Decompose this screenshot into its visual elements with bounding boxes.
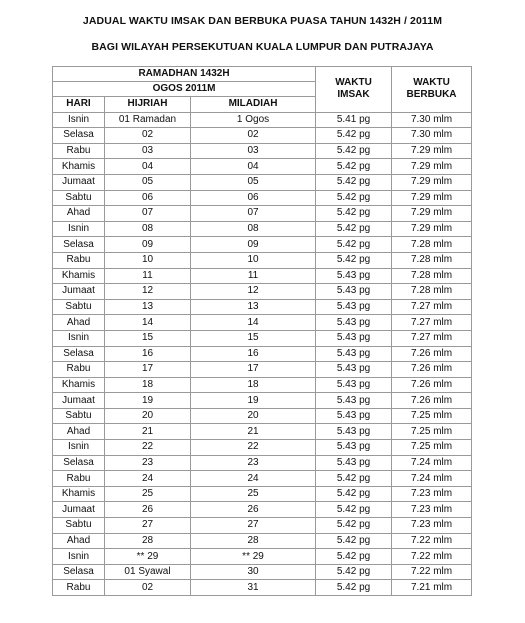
cell-imsak: 5.42 pg <box>316 159 392 175</box>
cell-berbuka: 7.29 mlm <box>392 159 472 175</box>
cell-hari: Jumaat <box>53 174 105 190</box>
cell-hari: Jumaat <box>53 284 105 300</box>
cell-miladiah: 22 <box>191 440 316 456</box>
cell-hijriah: 08 <box>105 221 191 237</box>
cell-hari: Khamis <box>53 268 105 284</box>
cell-imsak: 5.42 pg <box>316 564 392 580</box>
cell-berbuka: 7.28 mlm <box>392 268 472 284</box>
cell-hijriah: 16 <box>105 346 191 362</box>
cell-miladiah: 06 <box>191 190 316 206</box>
cell-imsak: 5.42 pg <box>316 221 392 237</box>
cell-imsak: 5.42 pg <box>316 252 392 268</box>
cell-miladiah: 12 <box>191 284 316 300</box>
header-hari: HARI <box>53 97 105 113</box>
table-row <box>53 252 472 268</box>
cell-hijriah: 10 <box>105 252 191 268</box>
cell-hijriah: 01 Ramadan <box>105 112 191 128</box>
cell-berbuka: 7.22 mlm <box>392 549 472 565</box>
cell-hijriah: 13 <box>105 299 191 315</box>
cell-imsak: 5.43 pg <box>316 315 392 331</box>
cell-hari: Rabu <box>53 143 105 159</box>
cell-hijriah: 19 <box>105 393 191 409</box>
table-row <box>53 393 472 409</box>
cell-berbuka: 7.22 mlm <box>392 564 472 580</box>
cell-hari: Selasa <box>53 237 105 253</box>
cell-berbuka: 7.26 mlm <box>392 377 472 393</box>
cell-berbuka: 7.28 mlm <box>392 284 472 300</box>
cell-berbuka: 7.27 mlm <box>392 315 472 331</box>
cell-miladiah: 30 <box>191 564 316 580</box>
cell-hijriah: 11 <box>105 268 191 284</box>
table-row <box>53 159 472 175</box>
cell-imsak: 5.42 pg <box>316 549 392 565</box>
cell-miladiah: 08 <box>191 221 316 237</box>
table-row <box>53 518 472 534</box>
header-miladiah: MILADIAH <box>191 97 316 113</box>
table-row <box>53 471 472 487</box>
cell-imsak: 5.43 pg <box>316 299 392 315</box>
header-berbuka-line1: WAKTU <box>413 77 450 89</box>
cell-hari: Selasa <box>53 346 105 362</box>
table-row <box>53 346 472 362</box>
cell-miladiah: 09 <box>191 237 316 253</box>
cell-imsak: 5.41 pg <box>316 112 392 128</box>
cell-berbuka: 7.22 mlm <box>392 533 472 549</box>
header-hijriah: HIJRIAH <box>105 97 191 113</box>
cell-hijriah: 12 <box>105 284 191 300</box>
cell-hijriah: 18 <box>105 377 191 393</box>
cell-hari: Sabtu <box>53 299 105 315</box>
cell-hari: Ahad <box>53 533 105 549</box>
cell-miladiah: 19 <box>191 393 316 409</box>
cell-berbuka: 7.28 mlm <box>392 252 472 268</box>
table-row <box>53 268 472 284</box>
cell-berbuka: 7.25 mlm <box>392 424 472 440</box>
cell-imsak: 5.42 pg <box>316 518 392 534</box>
cell-imsak: 5.42 pg <box>316 486 392 502</box>
cell-miladiah: 10 <box>191 252 316 268</box>
table-row <box>53 424 472 440</box>
table-row <box>53 315 472 331</box>
table-row <box>53 330 472 346</box>
table-row <box>53 112 472 128</box>
cell-hari: Isnin <box>53 112 105 128</box>
table-row <box>53 299 472 315</box>
cell-berbuka: 7.29 mlm <box>392 206 472 222</box>
cell-miladiah: 21 <box>191 424 316 440</box>
table-row <box>53 440 472 456</box>
cell-berbuka: 7.24 mlm <box>392 471 472 487</box>
cell-imsak: 5.42 pg <box>316 502 392 518</box>
cell-berbuka: 7.25 mlm <box>392 440 472 456</box>
cell-imsak: 5.43 pg <box>316 362 392 378</box>
cell-berbuka: 7.21 mlm <box>392 580 472 596</box>
cell-imsak: 5.43 pg <box>316 455 392 471</box>
cell-hari: Isnin <box>53 440 105 456</box>
cell-berbuka: 7.24 mlm <box>392 455 472 471</box>
cell-hijriah: 20 <box>105 408 191 424</box>
cell-hijriah: 05 <box>105 174 191 190</box>
cell-hijriah: 06 <box>105 190 191 206</box>
cell-hari: Rabu <box>53 252 105 268</box>
table-row <box>53 564 472 580</box>
cell-imsak: 5.43 pg <box>316 440 392 456</box>
cell-imsak: 5.42 pg <box>316 206 392 222</box>
cell-hari: Ahad <box>53 206 105 222</box>
table-row <box>53 206 472 222</box>
cell-hijriah: 23 <box>105 455 191 471</box>
cell-hari: Isnin <box>53 330 105 346</box>
cell-imsak: 5.43 pg <box>316 424 392 440</box>
table-row <box>53 221 472 237</box>
cell-hijriah: 04 <box>105 159 191 175</box>
table-row <box>53 408 472 424</box>
cell-miladiah: 15 <box>191 330 316 346</box>
cell-miladiah: 13 <box>191 299 316 315</box>
table-row <box>53 455 472 471</box>
table-row <box>53 128 472 144</box>
cell-miladiah: 23 <box>191 455 316 471</box>
cell-berbuka: 7.30 mlm <box>392 128 472 144</box>
cell-hijriah: 02 <box>105 128 191 144</box>
cell-hari: Ahad <box>53 315 105 331</box>
table-row <box>53 502 472 518</box>
cell-imsak: 5.43 pg <box>316 268 392 284</box>
cell-miladiah: ** 29 <box>191 549 316 565</box>
cell-miladiah: 26 <box>191 502 316 518</box>
header-ramadhan: RAMADHAN 1432H <box>53 67 316 82</box>
cell-hijriah: ** 29 <box>105 549 191 565</box>
cell-imsak: 5.42 pg <box>316 471 392 487</box>
table-row <box>53 362 472 378</box>
cell-miladiah: 16 <box>191 346 316 362</box>
header-waktu-berbuka <box>392 67 472 113</box>
cell-miladiah: 28 <box>191 533 316 549</box>
cell-imsak: 5.43 pg <box>316 377 392 393</box>
table-row <box>53 237 472 253</box>
cell-hari: Sabtu <box>53 408 105 424</box>
cell-hari: Sabtu <box>53 190 105 206</box>
cell-hijriah: 21 <box>105 424 191 440</box>
header-imsak-line1: WAKTU <box>335 77 372 89</box>
cell-imsak: 5.43 pg <box>316 330 392 346</box>
document-title: JADUAL WAKTU IMSAK DAN BERBUKA PUASA TAHUN 1432H / 2011M <box>82 15 443 27</box>
cell-miladiah: 18 <box>191 377 316 393</box>
cell-hijriah: 07 <box>105 206 191 222</box>
cell-hari: Jumaat <box>53 502 105 518</box>
cell-hari: Selasa <box>53 564 105 580</box>
table-row <box>53 377 472 393</box>
cell-miladiah: 27 <box>191 518 316 534</box>
header-imsak-line2: IMSAK <box>337 89 370 101</box>
cell-hijriah: 24 <box>105 471 191 487</box>
cell-imsak: 5.42 pg <box>316 533 392 549</box>
cell-hijriah: 15 <box>105 330 191 346</box>
cell-hari: Ahad <box>53 424 105 440</box>
cell-hari: Sabtu <box>53 518 105 534</box>
header-row-ramadhan <box>53 67 472 82</box>
cell-imsak: 5.42 pg <box>316 580 392 596</box>
cell-hari: Isnin <box>53 549 105 565</box>
cell-imsak: 5.42 pg <box>316 128 392 144</box>
cell-berbuka: 7.28 mlm <box>392 237 472 253</box>
cell-hari: Khamis <box>53 377 105 393</box>
cell-hijriah: 14 <box>105 315 191 331</box>
cell-hari: Rabu <box>53 362 105 378</box>
cell-hari: Rabu <box>53 471 105 487</box>
cell-miladiah: 11 <box>191 268 316 284</box>
cell-berbuka: 7.29 mlm <box>392 143 472 159</box>
cell-berbuka: 7.29 mlm <box>392 174 472 190</box>
cell-imsak: 5.42 pg <box>316 143 392 159</box>
cell-berbuka: 7.26 mlm <box>392 362 472 378</box>
table-row <box>53 486 472 502</box>
cell-miladiah: 17 <box>191 362 316 378</box>
cell-miladiah: 05 <box>191 174 316 190</box>
table-row <box>53 549 472 565</box>
table-row <box>53 284 472 300</box>
cell-berbuka: 7.26 mlm <box>392 393 472 409</box>
cell-hari: Rabu <box>53 580 105 596</box>
cell-berbuka: 7.27 mlm <box>392 330 472 346</box>
table-row <box>53 580 472 596</box>
cell-hari: Selasa <box>53 128 105 144</box>
cell-miladiah: 20 <box>191 408 316 424</box>
table-row <box>53 143 472 159</box>
cell-miladiah: 14 <box>191 315 316 331</box>
cell-berbuka: 7.30 mlm <box>392 112 472 128</box>
cell-imsak: 5.42 pg <box>316 190 392 206</box>
header-ogos: OGOS 2011M <box>53 82 316 97</box>
header-berbuka-line2: BERBUKA <box>406 89 457 101</box>
cell-imsak: 5.43 pg <box>316 346 392 362</box>
cell-berbuka: 7.29 mlm <box>392 190 472 206</box>
cell-miladiah: 04 <box>191 159 316 175</box>
table-row <box>53 190 472 206</box>
cell-berbuka: 7.23 mlm <box>392 518 472 534</box>
cell-miladiah: 07 <box>191 206 316 222</box>
header-waktu-imsak <box>316 67 392 113</box>
cell-hijriah: 02 <box>105 580 191 596</box>
schedule-table <box>52 66 472 596</box>
cell-hijriah: 25 <box>105 486 191 502</box>
cell-imsak: 5.43 pg <box>316 408 392 424</box>
cell-imsak: 5.42 pg <box>316 237 392 253</box>
table-row <box>53 174 472 190</box>
cell-hijriah: 26 <box>105 502 191 518</box>
cell-hari: Selasa <box>53 455 105 471</box>
cell-berbuka: 7.23 mlm <box>392 502 472 518</box>
cell-miladiah: 25 <box>191 486 316 502</box>
cell-berbuka: 7.29 mlm <box>392 221 472 237</box>
cell-imsak: 5.42 pg <box>316 174 392 190</box>
cell-hari: Isnin <box>53 221 105 237</box>
cell-imsak: 5.43 pg <box>316 284 392 300</box>
cell-berbuka: 7.25 mlm <box>392 408 472 424</box>
cell-hijriah: 28 <box>105 533 191 549</box>
cell-hijriah: 17 <box>105 362 191 378</box>
document-subtitle: BAGI WILAYAH PERSEKUTUAN KUALA LUMPUR DAN PUTRAJAYA <box>91 41 434 53</box>
table-row <box>53 533 472 549</box>
cell-berbuka: 7.23 mlm <box>392 486 472 502</box>
cell-berbuka: 7.26 mlm <box>392 346 472 362</box>
cell-imsak: 5.43 pg <box>316 393 392 409</box>
cell-miladiah: 03 <box>191 143 316 159</box>
cell-hari: Khamis <box>53 159 105 175</box>
cell-hari: Jumaat <box>53 393 105 409</box>
cell-hijriah: 27 <box>105 518 191 534</box>
cell-hari: Khamis <box>53 486 105 502</box>
cell-miladiah: 1 Ogos <box>191 112 316 128</box>
cell-berbuka: 7.27 mlm <box>392 299 472 315</box>
cell-hijriah: 22 <box>105 440 191 456</box>
cell-miladiah: 24 <box>191 471 316 487</box>
cell-hijriah: 01 Syawal <box>105 564 191 580</box>
cell-hijriah: 03 <box>105 143 191 159</box>
cell-hijriah: 09 <box>105 237 191 253</box>
cell-miladiah: 31 <box>191 580 316 596</box>
cell-miladiah: 02 <box>191 128 316 144</box>
